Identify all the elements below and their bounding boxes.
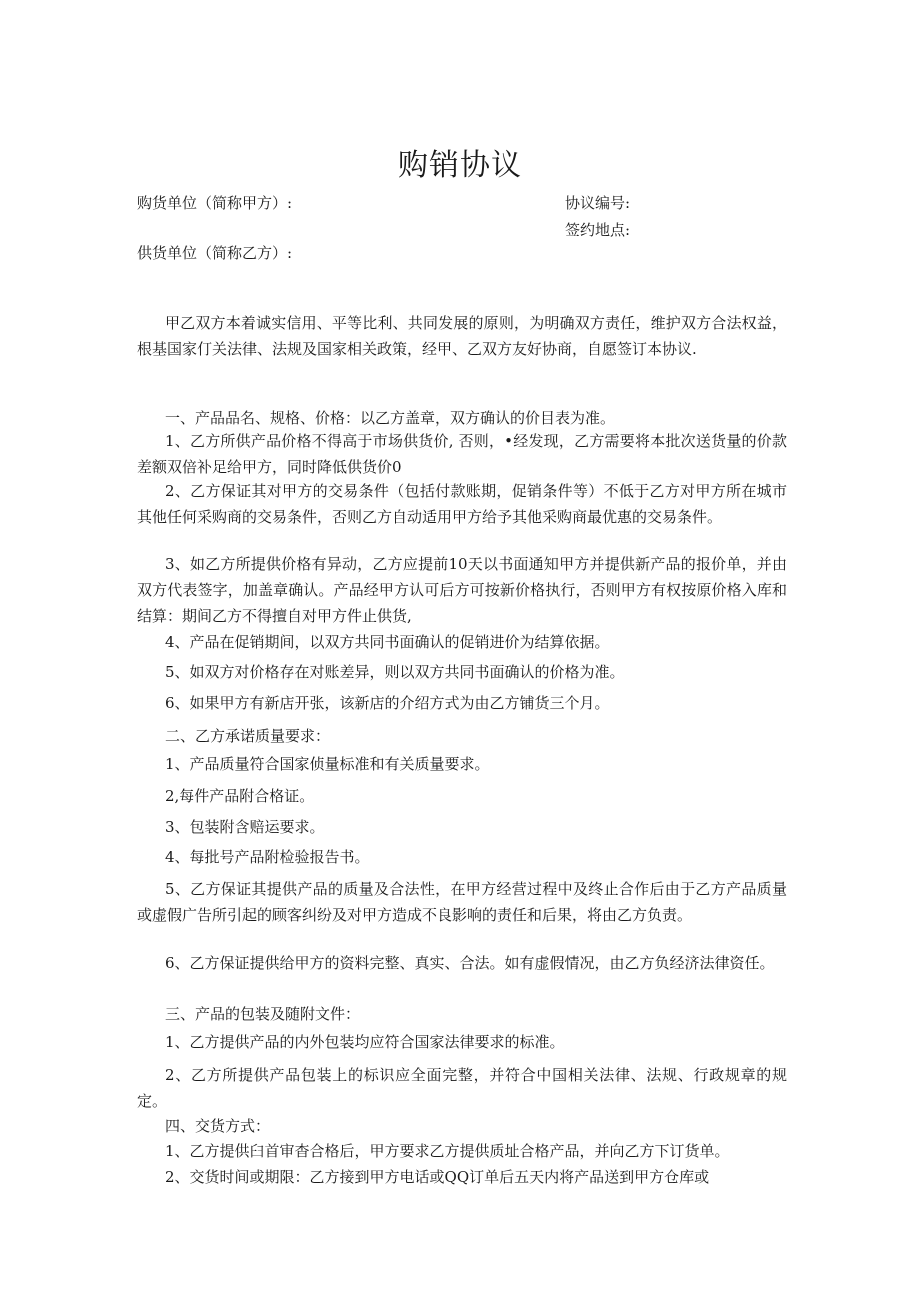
section1-item6: 6、如果甲方有新店开张，该新店的介绍方式为由乙方铺货三个月。 [165, 694, 610, 712]
section2-item3: 3、包装附含赔运要求。 [165, 818, 325, 836]
section4-item1: 1、乙方提供臼首审杳合格后，甲方要求乙方提供质址合格产品，并向乙方下订货单。 [165, 1142, 730, 1160]
document-title: 购销协议 [398, 148, 522, 183]
section2-item6: 6、乙方保证提供给甲方的资料完整、真实、合法。如有虚假情况，由乙方负经济法律资任。 [165, 954, 775, 972]
section1-heading: 一、产品品名、规格、价格：以乙方盖章，双方确认的价目表为准。 [165, 409, 616, 427]
supplier-label: 供货单位（简称乙方）: [137, 244, 293, 262]
section2-item1: 1、产品质量符合国家侦量标准和有关质量要求。 [165, 755, 490, 773]
section2-item5: 5、乙方保证其提供产品的质量及合法性，在甲方经营过程中及终止合作后由于乙方产品质量或虚假广告所引起的顾客纠纷及对甲方造成不良影响的责任和后果，将由乙方负责。 [137, 880, 787, 924]
contract-number-label: 协议编号: [565, 194, 631, 212]
section1-item4: 4、产品在促销期间，以双方共同书面确认的促销进价为结算依据。 [165, 633, 610, 651]
section1-item5: 5、如双方对价格存在对账差异，则以双方共同书面确认的价格为准。 [165, 663, 625, 681]
section1-item1: 1、乙方所供产品价格不得高于市场供货价, 否则，•经发现，乙方需要将本批次送货量的价款差额双倍补足给甲方，同时降低供货价0 [137, 432, 787, 476]
preamble-paragraph: 甲乙双方本着诚实信用、平等比利、共同发展的原则，为明确双方责任，维护双方合法权益，根基国家仃关法律、法规及国家相关政策，经甲、乙双方友好协商，自愿签订本协议. [137, 314, 787, 358]
section1-item3: 3、如乙方所提供价格有异动，乙方应提前10天以书面通知甲方并提供新产品的报价单，并由双方代表签字，加盖章确认。产品经甲方认可后方可按新价格执行，否则甲方有权按原价格入库和结算：期间乙方不得擅自对甲方件止供货, [137, 555, 787, 625]
section2-item2: 2,每件产品附合格证。 [165, 787, 315, 805]
section4-item2: 2、交货时间或期限：乙方接到甲方电话或QQ订单后五天内将产品送到甲方仓库或 [165, 1168, 710, 1186]
section2-item4: 4、每批号产品附检验报告书。 [165, 848, 370, 866]
section3-item1: 1、乙方提供产品的内外包装均应符合国家法律要求的标准。 [165, 1033, 565, 1051]
section3-item2: 2、乙方所提供产品包装上的标识应全面完整，并符合中国相关法律、法规、行政规章的规定。 [137, 1066, 787, 1110]
section4-heading: 四、交货方式： [165, 1117, 271, 1135]
section3-heading: 三、产品的包装及随附文件： [165, 1005, 361, 1023]
signing-place-label: 签约地点: [565, 221, 631, 239]
section2-heading: 二、乙方承诺质量要求： [165, 727, 331, 745]
buyer-label: 购货单位（简称甲方）: [137, 194, 293, 212]
section1-item2: 2、乙方保证其对甲方的交易条件（包括付款账期，促销条件等）不低于乙方对甲方所在城市其他任何采购商的交易条件，否则乙方自动适用甲方给予其他采购商最优惠的交易条件。 [137, 482, 787, 526]
